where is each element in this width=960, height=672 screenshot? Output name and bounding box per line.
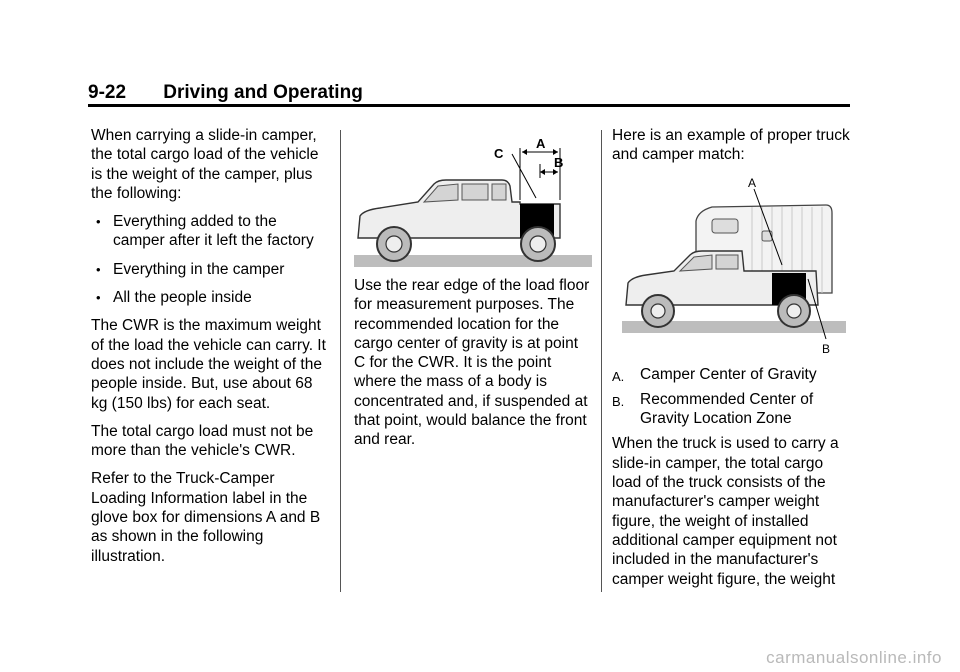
when-paragraph: When the truck is used to carry a slide-in camper, the total cargo load of the truck consists of the manufacturer's camper weight figure, the weight of installed additional camper equipment not included in the manufacturer's camper weight figure, the weight	[612, 435, 839, 588]
camper-window	[712, 219, 738, 233]
bullet-icon: •	[96, 214, 101, 230]
cwr-paragraph: The CWR is the maximum weight of the load the vehicle can carry. It does not include the weight of the people inside. But, use about 68 kg (150 lbs) for each seat.	[91, 317, 326, 412]
label-b: B	[822, 341, 831, 355]
column-middle	[354, 126, 592, 459]
total-load-paragraph: The total cargo load must not be more than the vehicle's CWR.	[91, 422, 314, 460]
rear-edge-paragraph: Use the rear edge of the load floor for measurement purposes. The recommended location for the cargo center of gravity is at point C for the CWR. It is the point where the mass of a body is concentrated and, if suspended at that point, would balance the front and rear.	[354, 277, 590, 449]
legend-text: Camper Center of Gravity	[640, 365, 817, 383]
legend-item	[612, 365, 852, 384]
label-a: A	[748, 175, 757, 190]
watermark-text: carmanualsonline.info	[766, 648, 942, 667]
label-c: C	[494, 146, 504, 161]
legend-key: B.	[612, 393, 625, 409]
legend-text: Recommended Center of Gravity Location Zone	[640, 390, 814, 428]
cab-window	[716, 255, 738, 269]
bullet-item	[91, 260, 331, 279]
point-c-leader	[512, 154, 536, 198]
column-right	[612, 126, 852, 598]
cab-window	[492, 184, 506, 200]
legend-item	[612, 390, 852, 429]
truck-camper-illustration	[612, 175, 852, 355]
example-intro: Here is an example of proper truck and camper match:	[612, 127, 850, 164]
column-divider	[601, 130, 602, 592]
bullet-text: Everything in the camper	[113, 260, 285, 278]
column-left	[91, 126, 331, 575]
page-number: 9-22	[88, 82, 127, 103]
bullet-item	[91, 288, 331, 307]
bullet-text: All the people inside	[113, 289, 252, 307]
section-title: Driving and Operating	[163, 82, 363, 103]
intro-paragraph: When carrying a slide-in camper, the total cargo load of the vehicle is the weight of the camper, plus the following:	[91, 127, 319, 202]
label-a: A	[536, 136, 546, 151]
legend-key: A.	[612, 368, 625, 384]
truck-dimension-illustration	[354, 134, 592, 272]
page-header	[88, 82, 850, 104]
bullet-text: Everything added to the camper after it left the factory	[113, 213, 314, 250]
bullet-icon: •	[96, 261, 101, 277]
bullet-item	[91, 212, 331, 251]
header-rule	[88, 104, 850, 107]
cab-window	[462, 184, 488, 200]
refer-paragraph: Refer to the Truck-Camper Loading Information label in the glove box for dimensions A and B as shown in the following illustration.	[91, 470, 321, 565]
watermark	[0, 648, 960, 668]
label-b: B	[554, 155, 564, 170]
bullet-icon: •	[96, 290, 101, 306]
column-divider	[340, 130, 341, 592]
